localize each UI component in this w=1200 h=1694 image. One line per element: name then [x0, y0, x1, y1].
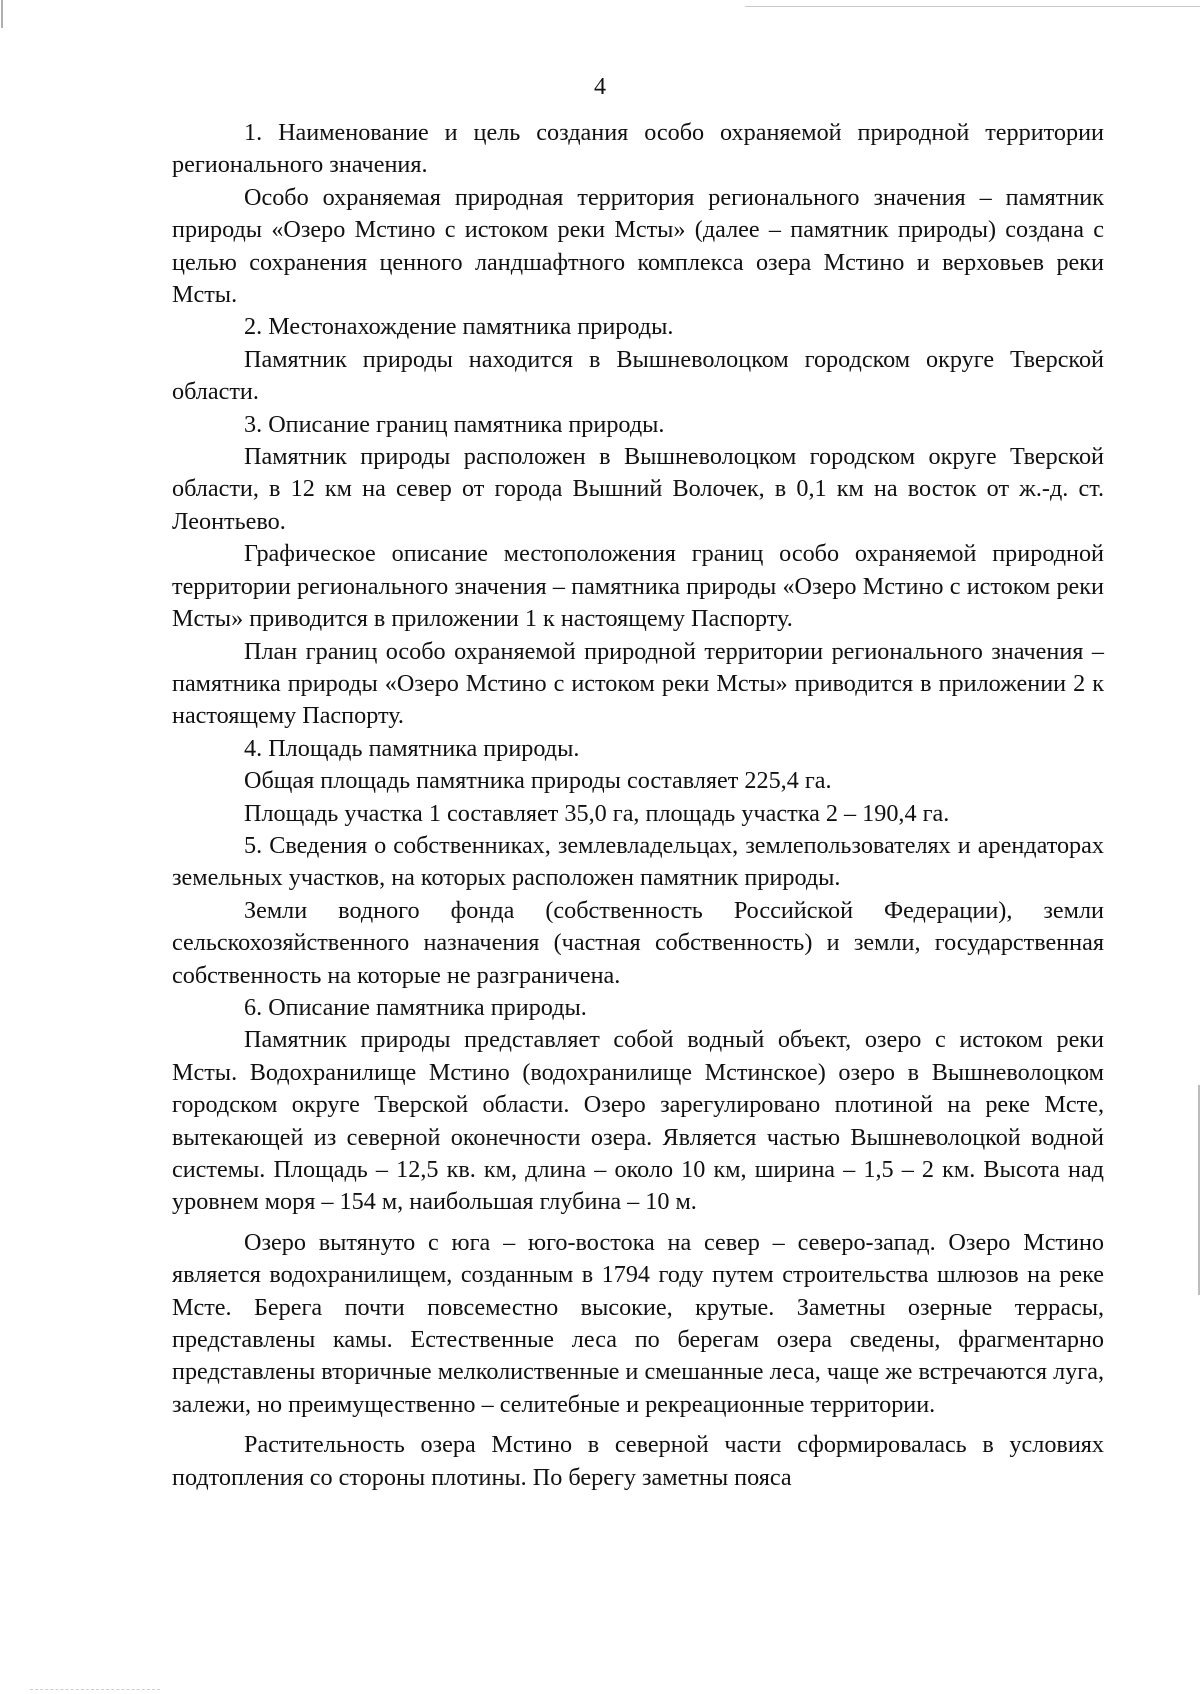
section-heading-1: 1. Наименование и цель создания особо охраняемой природной территории регионального значения.: [172, 119, 1104, 179]
section-heading-2: 2. Местонахождение памятника природы.: [244, 313, 674, 341]
section-heading-4: 4. Площадь памятника природы.: [244, 734, 580, 762]
scan-artifact-line: [745, 6, 1200, 7]
scan-artifact-line: [30, 1689, 160, 1690]
paragraph: Общая площадь памятника природы составляет 225,4 га.: [244, 767, 832, 795]
paragraph: Площадь участка 1 составляет 35,0 га, площадь участка 2 – 190,4 га.: [244, 799, 950, 827]
scan-artifact-line: [1, 0, 3, 28]
paragraph: Земли водного фонда (собственность Российской Федерации), земли сельскохозяйственного назначения (частная собственность) и земли, государственная собственность на которые не разграничена.: [172, 896, 1104, 989]
paragraph: Озеро вытянуто с юга – юго-востока на север – северо-запад. Озеро Мстино является водохранилищем, созданным в 1794 году путем строительства шлюзов на реке Мсте. Берега почти повсеместно высокие, крутые. Заметны озерные террасы, представлены камы. Естественные леса по берегам озера сведены, фрагментарно представлены вторичные мелколиственные и смешанные леса, чаще же встречаются луга, залежи, но преимущественно – селитебные и рекреационные территории.: [172, 1228, 1104, 1418]
section-heading-3: 3. Описание границ памятника природы.: [244, 410, 665, 438]
paragraph: Памятник природы находится в Вышневолоцком городском округе Тверской области.: [172, 345, 1104, 406]
paragraph: Особо охраняемая природная территория регионального значения – памятник природы «Озеро Мстино с истоком реки Мсты» (далее – памятник природы) создана с целью сохранения ценного ландшафтного комплекса озера Мстино и верховьев реки Мсты.: [172, 183, 1104, 309]
section-heading-5: 5. Сведения о собственниках, землевладельцах, землепользователях и арендаторах земельных участков, на которых расположен памятник природы.: [172, 831, 1104, 892]
document-body: [172, 117, 1104, 1494]
section-heading-6: 6. Описание памятника природы.: [244, 993, 587, 1021]
paragraph: Памятник природы представляет собой водный объект, озеро с истоком реки Мсты. Водохранилище Мстино (водохранилище Мстинское) озеро в Вышневолоцком городском округе Тверской области. Озеро зарегулировано плотиной на реке Мсте, вытекающей из северной оконечности озера. Является частью Вышневолоцкой водной системы. Площадь – 12,5 кв. км, длина – около 10 км, ширина – 1,5 – 2 км. Высота над уровнем моря – 154 м, наибольшая глубина – 10 м.: [172, 1026, 1104, 1216]
page-number: 4: [594, 74, 606, 100]
paragraph: План границ особо охраняемой природной территории регионального значения – памятника природы «Озеро Мстино с истоком реки Мсты» приводится в приложении 2 к настоящему Паспорту.: [172, 637, 1104, 730]
paragraph: Графическое описание местоположения границ особо охраняемой природной территории регионального значения – памятника природы «Озеро Мстино с истоком реки Мсты» приводится в приложении 1 к настоящему Паспорту.: [172, 540, 1104, 633]
paragraph: Растительность озера Мстино в северной части сформировалась в условиях подтопления со стороны плотины. По берегу заметны пояса: [172, 1431, 1104, 1491]
paragraph: Памятник природы расположен в Вышневолоцком городском округе Тверской области, в 12 км на север от города Вышний Волочек, в 0,1 км на восток от ж.-д. ст. Леонтьево.: [172, 443, 1104, 535]
